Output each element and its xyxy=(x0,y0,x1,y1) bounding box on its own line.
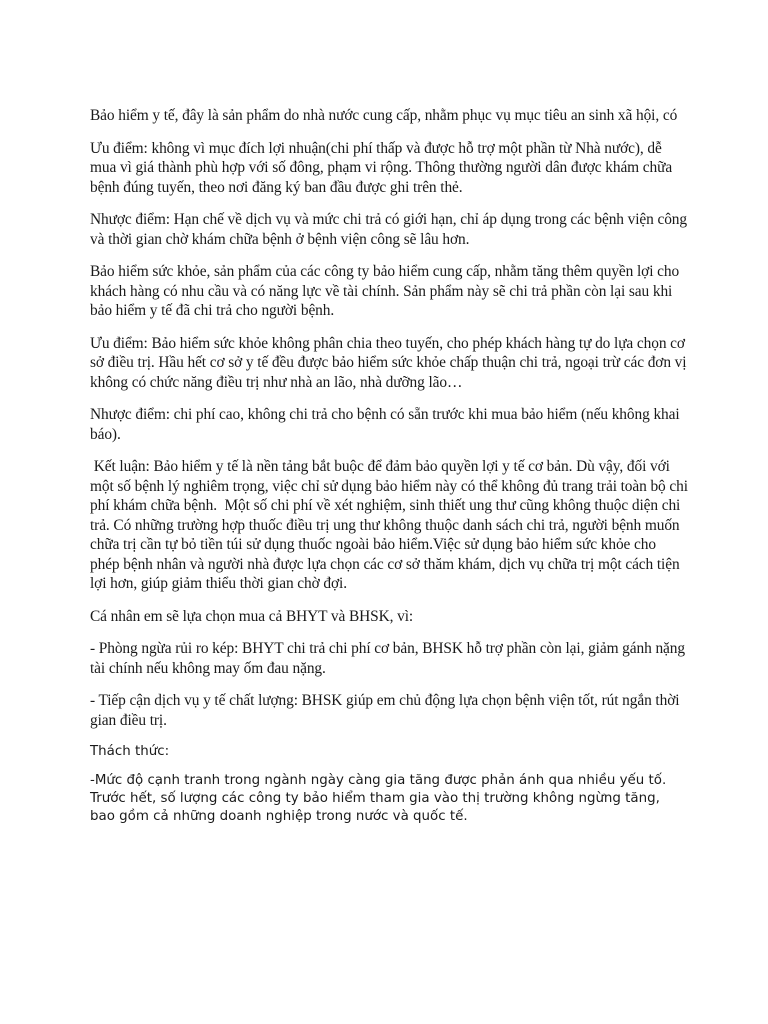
challenges-paragraph: -Mức độ cạnh tranh trong ngành ngày càng gia tăng được phản ánh qua nhiều yếu tố. Trước hết, số lượng các công ty bảo hiểm tham gia vào thị trường không ngừng tăng, bao gồm cả những doanh nghiệp trong nước và quốc tế. xyxy=(90,773,667,824)
intro-paragraph: Bảo hiểm y tế, đây là sản phẩm do nhà nước cung cấp, nhằm phục vụ mục tiêu an sinh xã hội, có xyxy=(90,107,678,124)
bhsk-advantages-paragraph: Ưu điểm: Bảo hiểm sức khỏe không phân chia theo tuyến, cho phép khách hàng tự do lựa chọn cơ sở điều trị. Hầu hết cơ sở y tế đều được bảo hiểm sức khỏe chấp thuận chi trả, ngoại trừ các đơn vị không có chức năng điều trị như nhà an lão, nhà dưỡng lão… xyxy=(90,334,687,391)
challenges-heading: Thách thức: xyxy=(90,744,170,759)
bhyt-disadvantages-paragraph: Nhược điểm: Hạn chế về dịch vụ và mức chi trả có giới hạn, chỉ áp dụng trong các bệnh viện công và thời gian chờ khám chữa bệnh ở bệnh viện công sẽ lâu hơn. xyxy=(90,211,687,248)
reason-double-protection: - Phòng ngừa rủi ro kép: BHYT chi trả chi phí cơ bản, BHSK hỗ trợ phần còn lại, giảm gánh nặng tài chính nếu không may ốm đau nặng. xyxy=(90,640,685,677)
bhyt-advantages-paragraph: Ưu điểm: không vì mục đích lợi nhuận(chi phí thấp và được hỗ trợ một phần từ Nhà nước), dễ mua vì giá thành phù hợp với số đông, phạm vi rộng. Thông thường người dân được khám chữa bệnh đúng tuyến, theo nơi đăng ký ban đầu được ghi trên thẻ. xyxy=(90,139,673,196)
reason-quality-access: - Tiếp cận dịch vụ y tế chất lượng: BHSK giúp em chủ động lựa chọn bệnh viện tốt, rút ngắn thời gian điều trị. xyxy=(90,692,680,729)
bhsk-disadvantages-paragraph: Nhược điểm: chi phí cao, không chi trả cho bệnh có sẵn trước khi mua bảo hiểm (nếu không khai báo). xyxy=(90,406,680,443)
bhsk-intro-paragraph: Bảo hiểm sức khỏe, sản phẩm của các công ty bảo hiểm cung cấp, nhằm tăng thêm quyền lợi cho khách hàng có nhu cầu và có năng lực về tài chính. Sản phẩm này sẽ chi trả phần còn lại sau khi bảo hiểm y tế đã chi trả cho người bệnh. xyxy=(90,263,680,319)
personal-choice-paragraph: Cá nhân em sẽ lựa chọn mua cả BHYT và BHSK, vì: xyxy=(90,607,414,625)
document-page xyxy=(90,106,692,837)
conclusion-paragraph: Kết luận: Bảo hiểm y tế là nền tảng bắt buộc để đảm bảo quyền lợi y tế cơ bản. Dù vậy, đối với một số bệnh lý nghiêm trọng, việc chỉ sử dụng bảo hiểm này có thể không đủ trang trải toàn bộ chi phí khám chữa bệnh. Một số chi phí về xét nghiệm, sinh thiết ung thư cũng không thuộc diện chi trả. Có những trường hợp thuốc điều trị ung thư không thuộc danh sách chi trả, người bệnh muốn chữa trị cần tự bỏ tiền túi sử dụng thuốc ngoài bảo hiểm.Việc sử dụng bảo hiểm sức khỏe cho phép bệnh nhân và người nhà được lựa chọn các cơ sở thăm khám, dịch vụ chữa trị một cách tiện lợi hơn, giúp giảm thiểu thời gian chờ đợi. xyxy=(90,458,692,592)
